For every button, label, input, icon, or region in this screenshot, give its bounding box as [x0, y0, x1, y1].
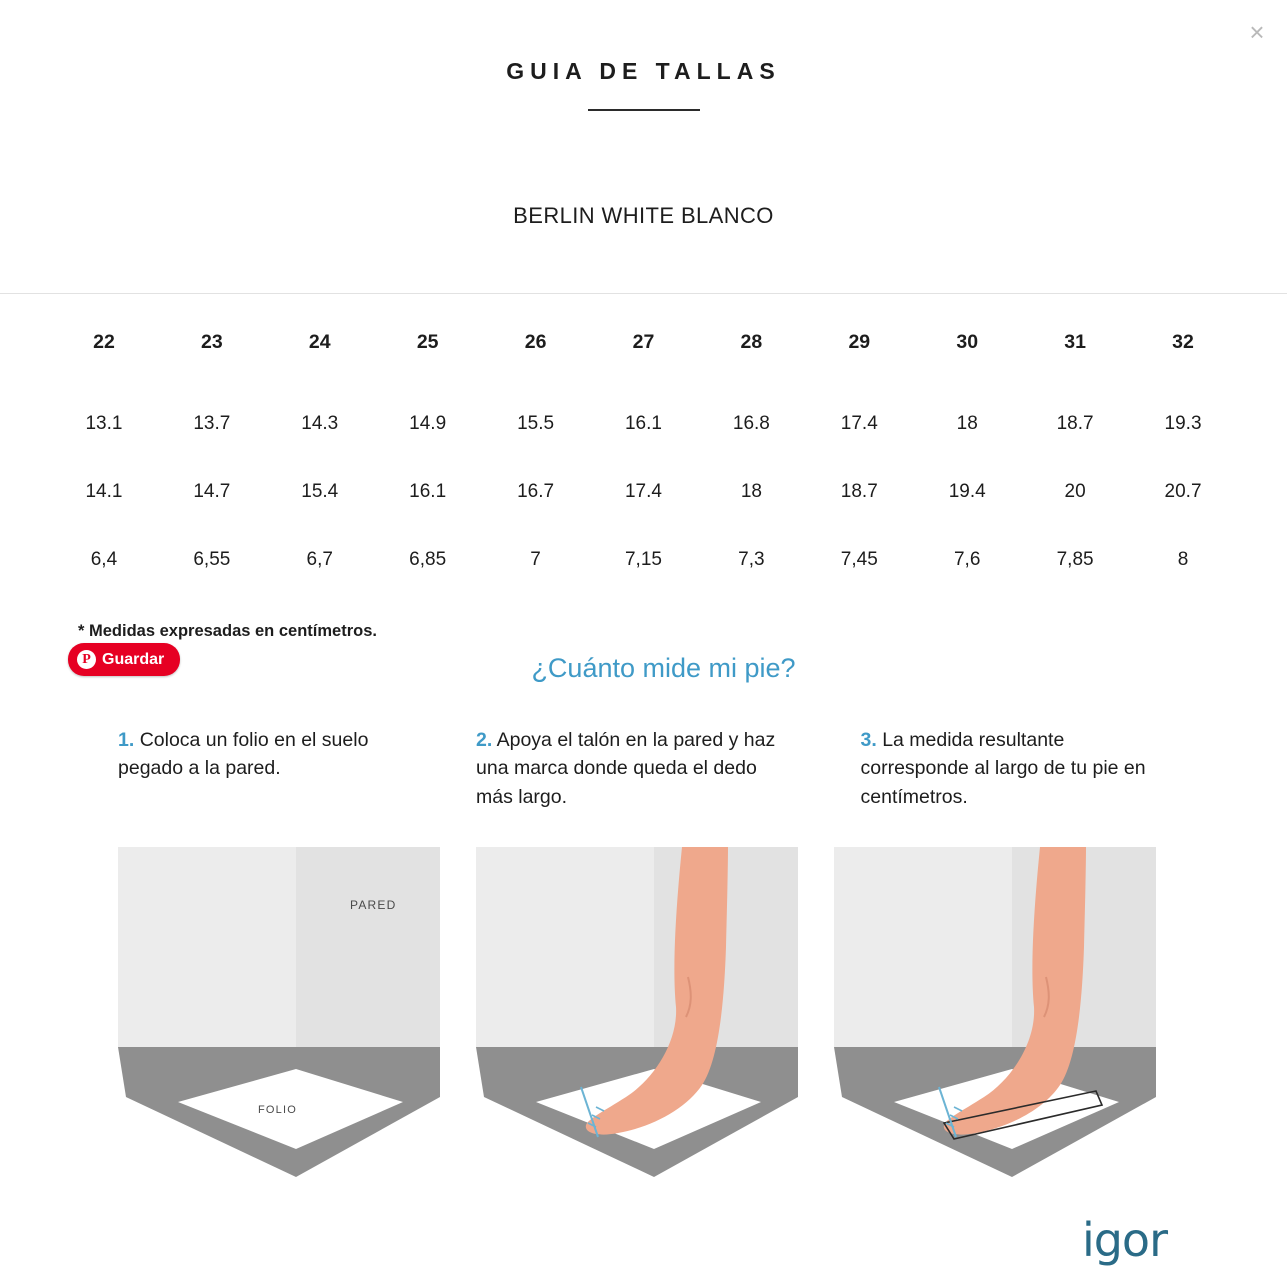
table-cell: 15.5	[517, 413, 555, 434]
table-cell: 16.7	[517, 481, 555, 502]
table-cell: 13.7	[193, 413, 231, 434]
table-cell: 18	[740, 481, 762, 502]
size-header-cell: 31	[1064, 330, 1086, 353]
step-number: 2.	[476, 729, 493, 751]
table-cell: 14.9	[409, 413, 447, 434]
step-item	[118, 726, 408, 811]
size-table-container	[0, 293, 1287, 594]
size-header-cell: 25	[416, 330, 439, 353]
table-cell: 20	[1064, 481, 1086, 502]
product-name: BERLIN WHITE BLANCO	[513, 203, 774, 228]
step-text: Coloca un folio en el suelo pegado a la pared.	[118, 729, 369, 780]
table-row	[50, 390, 1237, 458]
size-header-cell: 30	[956, 330, 979, 353]
table-cell: 8	[1177, 549, 1189, 570]
close-icon[interactable]: ×	[1249, 17, 1265, 47]
wall-label: PARED	[350, 897, 397, 912]
table-cell: 7,45	[840, 549, 878, 570]
table-cell: 6,4	[90, 549, 118, 570]
table-cell: 6,7	[306, 549, 333, 570]
size-header-cell: 32	[1172, 330, 1194, 353]
table-cell: 14.1	[85, 481, 123, 502]
pinterest-save-label: Guardar	[102, 650, 165, 668]
table-cell: 16.1	[409, 481, 447, 502]
table-cell: 7,85	[1056, 549, 1094, 570]
howto-illustrations	[0, 811, 1287, 1207]
step-item	[476, 726, 793, 811]
table-cell: 17.4	[840, 413, 878, 434]
size-header-cell: 22	[93, 330, 115, 353]
table-cell: 19.3	[1164, 413, 1202, 434]
table-cell: 18	[956, 413, 978, 434]
size-header-cell: 28	[740, 330, 763, 353]
table-cell: 15.4	[301, 481, 339, 502]
step-number: 1.	[118, 729, 135, 751]
size-header-cell: 23	[201, 330, 223, 353]
illustration-step-1	[118, 847, 440, 1207]
size-header-cell: 24	[308, 330, 331, 353]
illustration-step-3	[834, 847, 1156, 1207]
step-text: La medida resultante corresponde al largo de tu pie en centímetros.	[860, 729, 1146, 808]
table-cell: 7,15	[624, 549, 662, 570]
table-cell: 6,55	[193, 549, 231, 570]
step-item	[861, 726, 1178, 811]
step-number: 3.	[860, 729, 877, 751]
table-cell: 13.1	[85, 413, 123, 434]
table-cell: 7	[530, 549, 541, 570]
illustration-step-2	[476, 847, 798, 1207]
size-header-cell: 26	[524, 330, 547, 353]
measurement-footnote: * Medidas expresadas en centímetros.	[78, 622, 377, 640]
brand-logo: igor	[1081, 1213, 1167, 1267]
table-cell: 17.4	[624, 481, 662, 502]
howto-title: ¿Cuánto mide mi pie?	[531, 653, 796, 683]
howto-steps	[0, 726, 1287, 811]
page-title: GUIA DE TALLAS	[506, 58, 781, 84]
table-cell: 6,85	[409, 549, 447, 570]
table-cell: 20.7	[1164, 481, 1202, 502]
title-divider	[588, 109, 700, 111]
table-header-row	[50, 294, 1237, 390]
pinterest-icon: P	[77, 650, 96, 669]
table-cell: 7,3	[738, 549, 765, 570]
table-cell: 14.3	[301, 413, 339, 434]
step-text: Apoya el talón en la pared y haz una marca donde queda el dedo más largo.	[476, 729, 776, 808]
table-cell: 19.4	[948, 481, 986, 502]
table-cell: 16.1	[624, 413, 662, 434]
table-cell: 16.8	[732, 413, 770, 434]
paper-label: FOLIO	[258, 1103, 298, 1116]
table-cell: 18.7	[1056, 413, 1094, 434]
size-header-cell: 29	[848, 330, 871, 353]
size-header-cell: 27	[632, 330, 655, 353]
table-cell: 14.7	[193, 481, 231, 502]
pinterest-save-button[interactable]	[68, 643, 180, 676]
table-cell: 18.7	[840, 481, 878, 502]
table-row	[50, 458, 1237, 526]
size-table	[50, 294, 1237, 594]
table-cell: 7,6	[953, 549, 981, 570]
table-row	[50, 526, 1237, 594]
